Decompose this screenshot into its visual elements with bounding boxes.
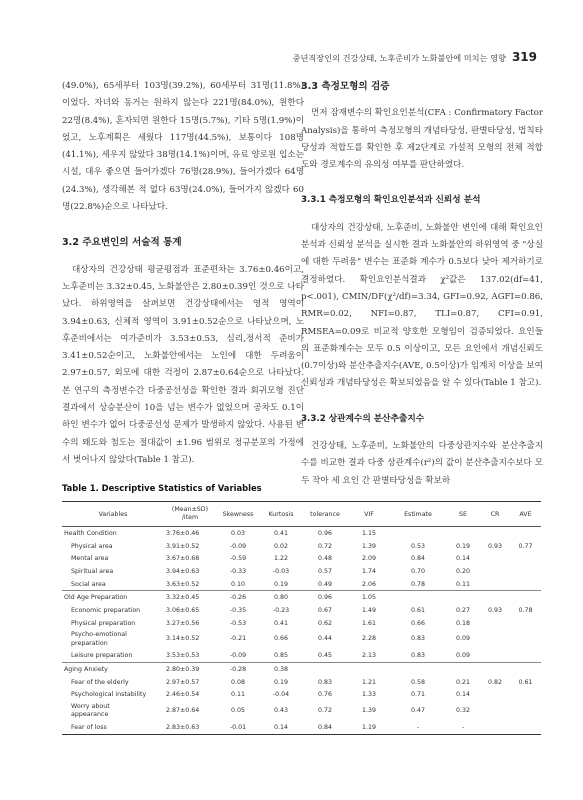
table-cell: -0.26 — [216, 591, 260, 604]
variable-label: Mental area — [71, 555, 109, 563]
table-cell: 0.78 — [410, 580, 426, 588]
table-cell: 0.84 — [410, 555, 426, 563]
table-cell: 0.09 — [455, 652, 471, 660]
table-cell: -0.01 — [216, 721, 260, 734]
table-cell: 0.21 — [455, 678, 471, 686]
table-cell: 1.22 — [273, 555, 289, 563]
table-cell: 0.47 — [410, 707, 426, 714]
table-cell: 1.21 — [361, 678, 377, 686]
table-cell: 0.72 — [317, 542, 333, 550]
table-row — [62, 591, 541, 604]
table-cell — [302, 663, 348, 676]
table-cell: 2.09 — [361, 555, 377, 563]
table-cell — [480, 630, 510, 650]
table-cell: 2.28 — [361, 635, 377, 643]
section-3-3-1-title: 3.3.1 측정모형의 확인요인분석과 신뢰성 분석 — [301, 195, 481, 206]
table-cell — [446, 591, 480, 604]
table-cell: 0.53 — [410, 542, 426, 550]
table-cell: 2.97±0.57 — [166, 678, 200, 686]
table-cell: 1.61 — [361, 619, 377, 627]
descriptive-statistics-table — [62, 501, 541, 735]
table-cell: - — [446, 721, 480, 734]
table-cell: 3.94±0.63 — [166, 567, 200, 575]
paragraph-demographics: (49.0%), 65세부터 103명(39.2%), 60세부터 31명(11.8%)이었다. 자녀와 동거는 원하지 않는다 221명(84.0%), 원한다 22명(8.4%), 혼자되면 원한다 15명(5.7%), 기타 5명(1.9%)이었고, 노후계획은 세웠다 117명(44.5%), 보통이다 108명(41.1%), 세우지 않았다 38명(14.1%)이며, 유료 양로원 입소는 시설, 대우 좋으면 들어가겠다 76명(28.9%), 들어가겠다 64명(24.3%), 생각해본 적 없다 63명(24.0%), 들어가지 않겠다 60명(22.8%)순으로 나타났다. — [62, 81, 304, 213]
table-cell — [510, 591, 541, 604]
table-cell: 0.44 — [317, 635, 333, 643]
table-cell — [510, 689, 541, 702]
table-cell — [480, 650, 510, 663]
table-cell: 1.39 — [361, 542, 377, 550]
table-cell — [480, 552, 510, 565]
variable-label: Economic preparation — [71, 606, 141, 614]
variable-label: Social area — [71, 580, 106, 588]
col-header-kurtosis: Kurtosis — [260, 502, 302, 527]
variable-label: Aging Anxiety — [62, 663, 164, 676]
table-caption: Table 1. Descriptive Statistics of Variables — [62, 483, 262, 493]
paragraph-descriptive-stats: 대상자의 건강상태 평균평점과 표준편차는 3.76±0.46이고, 노후준비는 3.32±0.45, 노화불안은 2.80±0.39인 것으로 나타났다. 하위영역을 살펴보면 건강상태에서는 영적 영역이 3.94±0.63, 신체적 영역이 3.91±0.52순으로 나타났으며, 노후준비에서는 여가준비가 3.53±0.53, 심리,정서적 준비가 3.41±0.52순이고, 노화불안에서는 노인에 대한 두려움이 2.97±0.57, 외모에 대한 걱정이 2.87±0.64순으로 나타났다. 본 연구의 측정변수간 다중공선성을 확인한 결과 회귀모형 진단결과에서 상승분산이 10을 넘는 변수가 없었으며 공차도 0.1이하인 변수가 없어 다중공선성 문제가 발생하지 않았다. 사용된 변수의 왜도와 첨도는 절대값이 ±1.96 범위로 정규분포의 가정에서 벗어나지 않았다(Table 1 참고). — [62, 264, 304, 465]
table-cell: 1.15 — [348, 527, 390, 540]
table-cell: 0.19 — [273, 678, 289, 686]
col-header-ave: AVE — [510, 502, 541, 527]
table-cell: -0.35 — [229, 606, 247, 614]
table-cell: 0.11 — [455, 580, 471, 588]
table-header-row — [62, 502, 541, 527]
table-cell: 0.08 — [230, 678, 246, 686]
table-row — [62, 689, 541, 702]
table-row — [62, 650, 541, 663]
table-cell — [480, 527, 510, 540]
table-row — [62, 630, 541, 650]
table-cell: 0.11 — [230, 691, 246, 699]
variable-label: Psychological instability — [71, 691, 147, 699]
table-cell: 3.63±0.52 — [166, 580, 200, 588]
table-cell: 0.58 — [410, 678, 426, 686]
col-header-skewness: Skewness — [216, 502, 260, 527]
table-cell: 0.02 — [273, 542, 289, 550]
table-row — [62, 540, 541, 553]
variable-label: Psycho-emotional preparation — [71, 631, 127, 647]
table-cell: 0.83 — [410, 635, 426, 643]
table-cell: 0.43 — [273, 707, 289, 714]
running-header — [293, 50, 537, 64]
table-cell — [510, 701, 541, 721]
table-cell: 0.76 — [317, 691, 333, 699]
variable-label: Health Condition — [62, 527, 164, 540]
table-cell: 0.57 — [317, 567, 333, 575]
table-cell: 2.13 — [361, 652, 377, 660]
table-cell: 3.67±0.68 — [166, 555, 200, 563]
table-cell: 0.61 — [410, 606, 426, 614]
table-cell — [510, 663, 541, 676]
table-cell: 0.41 — [260, 527, 302, 540]
table-cell: 0.67 — [317, 606, 333, 614]
table-cell — [510, 527, 541, 540]
table-cell: 0.71 — [410, 691, 426, 699]
table-cell: 0.27 — [455, 606, 471, 614]
table-cell: 1.39 — [361, 707, 377, 714]
table-cell — [480, 591, 510, 604]
table-cell: 3.91±0.52 — [166, 542, 200, 550]
page-number: 319 — [511, 50, 537, 64]
table-cell — [390, 663, 446, 676]
table-cell — [446, 527, 480, 540]
table-row — [62, 676, 541, 689]
table-cell: 0.93 — [487, 606, 503, 614]
table-cell: 0.14 — [260, 721, 302, 734]
table-cell: -0.09 — [229, 542, 247, 550]
col-header-tolerance: tolerance — [302, 502, 348, 527]
section-3-3-title: 3.3 측정모형의 검증 — [301, 81, 390, 92]
table-cell: 0.72 — [317, 707, 333, 714]
table-cell: 2.87±0.64 — [166, 707, 200, 714]
table-cell: 0.66 — [273, 635, 289, 643]
table-cell: 0.48 — [317, 555, 333, 563]
section-3-2-title: 3.2 주요변인의 서술적 통계 — [62, 237, 182, 249]
table-cell — [480, 578, 510, 591]
table-cell: 3.06±0.65 — [166, 606, 200, 614]
table-cell: 0.03 — [216, 527, 260, 540]
table-cell — [510, 630, 541, 650]
table-cell: 0.80 — [260, 591, 302, 604]
table-cell: 0.93 — [487, 542, 503, 550]
table-cell: 0.10 — [230, 580, 246, 588]
table-cell: 0.61 — [518, 678, 533, 686]
table-cell: - — [390, 721, 446, 734]
table-cell: 3.53±0.53 — [166, 652, 200, 660]
table-cell: -0.53 — [229, 619, 247, 627]
table-cell: 0.19 — [273, 580, 289, 588]
table-cell: 0.83 — [317, 678, 333, 686]
table-cell — [348, 663, 390, 676]
variable-label: Spiritual area — [71, 567, 114, 575]
table-cell — [510, 565, 541, 578]
table-cell: 0.05 — [230, 707, 246, 714]
table-cell: 1.19 — [348, 721, 390, 734]
table-cell: 0.83 — [410, 652, 426, 660]
table-cell: 1.33 — [361, 691, 377, 699]
table-cell: 0.18 — [455, 619, 471, 627]
col-header-mean-sd: (Mean±SD) /item — [164, 502, 216, 527]
table-cell — [480, 565, 510, 578]
col-header-cr: CR — [480, 502, 510, 527]
table-cell: 1.74 — [361, 567, 377, 575]
table-cell: 0.49 — [317, 580, 333, 588]
table-cell — [480, 663, 510, 676]
table-cell: 0.96 — [302, 591, 348, 604]
table-row — [62, 552, 541, 565]
col-header-vif: VIF — [348, 502, 390, 527]
table-cell: 0.77 — [518, 542, 533, 550]
table-cell — [480, 701, 510, 721]
col-header-variables: Variables — [62, 502, 164, 527]
table-cell — [390, 527, 446, 540]
variable-label: Worry about appearance — [71, 702, 110, 719]
table-cell: 0.85 — [273, 652, 289, 660]
table-cell: 3.27±0.56 — [166, 619, 200, 627]
table-cell: 3.76±0.46 — [164, 527, 216, 540]
table-row — [62, 604, 541, 617]
table-cell: 3.14±0.52 — [166, 635, 200, 643]
table-cell: -0.03 — [272, 567, 290, 575]
variable-label: Fear of the elderly — [71, 678, 129, 686]
table-row — [62, 565, 541, 578]
table-cell: 1.05 — [348, 591, 390, 604]
table-cell: 0.70 — [410, 567, 426, 575]
table-cell — [510, 578, 541, 591]
table-row — [62, 578, 541, 591]
col-header-se: SE — [446, 502, 480, 527]
table-cell — [480, 721, 510, 734]
paragraph-measurement-model: 먼저 잠재변수의 확인요인분석(CFA : Confirmatory Factor Analysis)을 통하여 측정모형의 개념타당성, 판별타당성, 법칙타당성과 적합도를 확인한 후 제2단계로 가설적 모형의 전체 적합도와 경로계수의 유의성 여부를 판단하였다. — [301, 108, 543, 171]
paragraph-cfa: 대상자의 건강상태, 노후준비, 노화불안 변인에 대해 확인요인분석과 신뢰성 분석을 실시한 결과 노화불안의 하위영역 중 "상실에 대한 두려움" 변수는 표준화 계수가 0.5보다 낮아 제거하기로 결정하였다. 확인요인분석결과 χ²값은 137.02(df=41, p<.001), CMIN/DF(χ²/df)=3.34, GFI=0.92, AGFI=0.86, RMR=0.02, NFI=0.87, TLI=0.87, CFI=0.91, RMSEA=0.09로 비교적 양호한 모형임이 검증되었다. 요인들의 표준화계수는 모두 0.5 이상이고, 모든 요인에서 개념신뢰도(0.7이상)와 분산추출지수(AVE, 0.5이상)가 임계치 이상을 보여 신뢰성과 개념타당성은 확보되었음을 알 수 있다(Table 1 참고). — [301, 222, 543, 389]
table-row — [62, 721, 541, 734]
table-cell: 2.80±0.39 — [164, 663, 216, 676]
table-cell — [390, 591, 446, 604]
table-cell: 0.96 — [302, 527, 348, 540]
table-row — [62, 527, 541, 540]
table-cell: 2.06 — [361, 580, 377, 588]
table-cell: 0.14 — [455, 555, 471, 563]
table-cell: 0.62 — [317, 619, 333, 627]
table-cell: 0.38 — [260, 663, 302, 676]
table-cell: 0.32 — [455, 707, 471, 714]
table-cell: 1.49 — [361, 606, 377, 614]
table-cell: -0.33 — [229, 567, 247, 575]
table-cell: 0.20 — [455, 567, 471, 575]
table-cell: -0.59 — [229, 555, 247, 563]
table-cell — [510, 721, 541, 734]
table-cell: -0.23 — [272, 606, 290, 614]
left-column — [62, 78, 304, 469]
variable-label: Old Age Preparation — [62, 591, 164, 604]
table-cell: 0.82 — [487, 678, 503, 686]
table-cell: 2.83±0.63 — [164, 721, 216, 734]
section-3-3-2-title: 3.3.2 상관계수의 분산추출지수 — [301, 413, 425, 424]
table-cell — [446, 663, 480, 676]
table-cell: 0.45 — [317, 652, 333, 660]
table-cell: -0.09 — [229, 652, 247, 660]
variable-label: Physical area — [71, 542, 113, 550]
col-header-estimate: Estimate — [390, 502, 446, 527]
table-row — [62, 701, 541, 721]
variable-label: Physical preparation — [71, 619, 136, 627]
table-cell: 2.46±0.54 — [166, 691, 200, 699]
table-cell: -0.21 — [229, 635, 247, 643]
table-cell — [480, 617, 510, 630]
table-cell — [510, 552, 541, 565]
table-cell: 0.66 — [410, 619, 426, 627]
table-cell: 0.84 — [302, 721, 348, 734]
table-cell — [510, 617, 541, 630]
table-row — [62, 617, 541, 630]
table-cell: -0.04 — [272, 691, 290, 699]
right-column — [301, 78, 543, 490]
table-cell: 0.78 — [518, 606, 533, 614]
table-cell: 3.32±0.45 — [164, 591, 216, 604]
table-cell: 0.19 — [455, 542, 471, 550]
table-cell: -0.28 — [216, 663, 260, 676]
paragraph-correlation: 건강상태, 노후준비, 노화불안의 다중상관지수와 분산추출지수를 비교한 결과 다중 상관계수(r²)의 값이 분산추출지수보다 모두 작아 세 요인 간 판별타당성을 확보하 — [301, 441, 543, 486]
table-cell: 0.09 — [455, 635, 471, 643]
table-cell: 0.14 — [455, 691, 471, 699]
table-cell — [480, 689, 510, 702]
table-row — [62, 663, 541, 676]
variable-label: Leisure preparation — [71, 652, 133, 660]
running-title: 중년직장인의 건강상태, 노후준비가 노화불안에 미치는 영향 — [292, 53, 506, 63]
table-cell: 0.41 — [273, 619, 289, 627]
table-cell — [510, 650, 541, 663]
variable-label: Fear of loss — [62, 721, 164, 734]
